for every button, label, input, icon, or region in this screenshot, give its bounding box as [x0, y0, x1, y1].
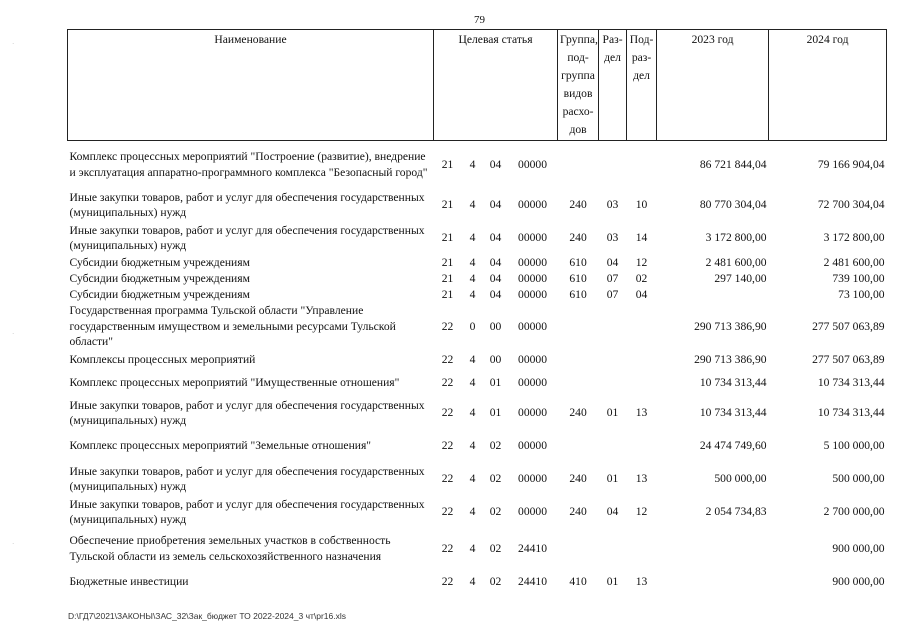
table-row: [68, 303, 887, 351]
row-name: Комплекс процессных мероприятий "Имущественные отношения": [69, 375, 400, 389]
amount-2024: 277 507 063,89: [812, 319, 885, 333]
target-code-type: 4: [469, 352, 476, 366]
header-2023: 2023 год: [657, 30, 769, 141]
section-code: 03: [606, 198, 619, 212]
target-code-direction: 00000: [518, 158, 548, 171]
target-code-program: 21: [441, 271, 454, 285]
amount-2024: 2 481 600,00: [823, 255, 885, 269]
amount-2024: 73 100,00: [838, 287, 885, 301]
subsection-code: [627, 369, 657, 397]
amount-2023: 2 481 600,00: [705, 255, 767, 269]
section-code: [599, 529, 627, 569]
amount-2023: 10 734 313,44: [699, 406, 767, 420]
row-name: Иные закупки товаров, работ и услуг для обеспечения государственных (муниципальных) нужд: [69, 464, 425, 493]
expense-group: [558, 303, 599, 351]
subsection-code: 13: [635, 472, 648, 486]
expense-group: [558, 141, 599, 189]
row-name: Иные закупки товаров, работ и услуг для обеспечения государственных (муниципальных) нужд: [69, 223, 425, 252]
target-code-type: 4: [469, 198, 476, 212]
subsection-code: 10: [635, 198, 648, 212]
target-code-type: 4: [469, 231, 476, 245]
section-code: 01: [606, 406, 619, 420]
section-code: [599, 351, 627, 369]
amount-2023: 3 172 800,00: [705, 231, 767, 245]
target-code-complex: 04: [489, 287, 502, 301]
row-name: Субсидии бюджетным учреждениям: [69, 271, 250, 285]
table-header-row: [68, 30, 887, 141]
target-code-type: 0: [469, 319, 476, 333]
target-code-program: 22: [441, 505, 454, 519]
target-code-direction: 00000: [518, 231, 548, 245]
target-code-program: 21: [441, 287, 454, 301]
target-code-direction: 00000: [518, 198, 548, 212]
table-row: [68, 430, 887, 463]
target-code-complex: 04: [489, 231, 502, 245]
target-code-type: 4: [469, 541, 476, 555]
table-body: [68, 141, 887, 595]
amount-2023: [657, 287, 769, 303]
section-code: [599, 303, 627, 351]
amount-2024: 72 700 304,04: [817, 198, 885, 212]
row-name: Субсидии бюджетным учреждениям: [69, 255, 250, 269]
expense-group: [558, 529, 599, 569]
amount-2024: 79 166 904,04: [817, 158, 885, 171]
target-code-type: 4: [469, 287, 476, 301]
target-code-direction: 00000: [518, 255, 548, 269]
expense-group: 610: [569, 287, 587, 301]
target-code-complex: 00: [489, 319, 502, 333]
target-code-complex: 04: [489, 158, 502, 171]
subsection-code: [627, 529, 657, 569]
table-row: [68, 255, 887, 271]
amount-2024: 2 700 000,00: [823, 505, 885, 519]
target-code-program: 21: [441, 158, 454, 171]
expense-group: [558, 351, 599, 369]
target-code-program: 22: [441, 541, 454, 555]
target-code-direction: 00000: [518, 375, 548, 389]
subsection-code: 13: [635, 574, 648, 588]
scan-mark: ·: [12, 40, 15, 48]
target-code-program: 22: [441, 352, 454, 366]
section-code: 07: [606, 271, 619, 285]
target-code-complex: 02: [489, 505, 502, 519]
table-row: [68, 222, 887, 255]
section-code: 04: [606, 255, 619, 269]
table-row: [68, 369, 887, 397]
subsection-code: 12: [635, 505, 648, 519]
target-code-program: 21: [441, 255, 454, 269]
target-code-direction: 00000: [518, 505, 548, 519]
target-code-complex: 02: [489, 472, 502, 486]
target-code-direction: 00000: [518, 287, 548, 301]
amount-2023: 290 713 386,90: [694, 319, 767, 333]
target-code-type: 4: [469, 158, 476, 171]
target-code-complex: 01: [489, 406, 502, 420]
target-code-complex: 04: [489, 255, 502, 269]
section-code: [599, 141, 627, 189]
table-row: [68, 189, 887, 222]
amount-2023: 297 140,00: [714, 271, 767, 285]
subsection-code: 02: [635, 271, 648, 285]
target-code-program: 22: [441, 319, 454, 333]
row-name: Обеспечение приобретения земельных участков в собственность Тульской области из земель сельскохозяйственного назначения: [69, 534, 391, 563]
amount-2024: 900 000,00: [832, 574, 885, 588]
header-target: Целевая статья: [434, 30, 558, 141]
amount-2024: 900 000,00: [832, 541, 885, 555]
row-name: Комплекс процессных мероприятий "Земельные отношения": [69, 439, 372, 453]
expense-group: 610: [569, 271, 587, 285]
expense-group: 410: [569, 574, 587, 588]
amount-2024: 277 507 063,89: [812, 352, 885, 366]
amount-2024: 739 100,00: [832, 271, 885, 285]
target-code-program: 21: [441, 198, 454, 212]
row-name: Комплексы процессных мероприятий: [69, 352, 256, 366]
target-code-direction: 24410: [518, 541, 548, 555]
section-code: 03: [606, 231, 619, 245]
expense-group: 240: [569, 406, 587, 420]
table-row: [68, 141, 887, 189]
target-code-complex: 01: [489, 375, 502, 389]
subsection-code: 14: [635, 231, 648, 245]
header-group: Группа, под-группа видов расхо-дов: [558, 30, 599, 141]
target-code-direction: 24410: [518, 574, 548, 588]
target-code-complex: 04: [489, 271, 502, 285]
expense-group: 240: [569, 231, 587, 245]
target-code-type: 4: [469, 472, 476, 486]
row-name: Иные закупки товаров, работ и услуг для обеспечения государственных (муниципальных) нужд: [69, 497, 425, 526]
target-code-program: 22: [441, 472, 454, 486]
target-code-type: 4: [469, 505, 476, 519]
target-code-program: 21: [441, 231, 454, 245]
table-row: [68, 496, 887, 529]
row-name: Иные закупки товаров, работ и услуг для обеспечения государственных (муниципальных) нужд: [69, 398, 425, 427]
section-code: [599, 369, 627, 397]
target-code-direction: 00000: [518, 472, 548, 486]
subsection-code: 12: [635, 255, 648, 269]
amount-2024: 5 100 000,00: [823, 439, 885, 453]
amount-2023: 10 734 313,44: [699, 375, 767, 389]
target-code-program: 22: [441, 574, 454, 588]
target-code-direction: 00000: [518, 352, 548, 366]
target-code-type: 4: [469, 406, 476, 420]
target-code-type: 4: [469, 375, 476, 389]
section-code: 01: [606, 574, 619, 588]
amount-2023: 24 474 749,60: [699, 439, 767, 453]
budget-table: [67, 29, 887, 595]
target-code-type: 4: [469, 271, 476, 285]
subsection-code: [627, 141, 657, 189]
table-row: [68, 569, 887, 595]
expense-group: 240: [569, 472, 587, 486]
target-code-complex: 04: [489, 198, 502, 212]
table-row: [68, 463, 887, 496]
amount-2024: 500 000,00: [832, 472, 885, 486]
row-name: Бюджетные инвестиции: [69, 574, 189, 588]
target-code-complex: 00: [489, 352, 502, 366]
row-name: Иные закупки товаров, работ и услуг для обеспечения государственных (муниципальных) нужд: [69, 190, 425, 219]
expense-group: 240: [569, 505, 587, 519]
target-code-type: 4: [469, 574, 476, 588]
amount-2024: 10 734 313,44: [817, 406, 885, 420]
target-code-direction: 00000: [518, 271, 548, 285]
table-row: [68, 529, 887, 569]
table-row: [68, 397, 887, 430]
target-code-program: 22: [441, 406, 454, 420]
subsection-code: [627, 351, 657, 369]
header-2024: 2024 год: [769, 30, 887, 141]
target-code-complex: 02: [489, 439, 502, 453]
target-code-program: 22: [441, 375, 454, 389]
header-subsection: Под-раз-дел: [627, 30, 657, 141]
scan-mark: ·: [12, 330, 15, 338]
expense-group: [558, 369, 599, 397]
target-code-type: 4: [469, 439, 476, 453]
amount-2024: 3 172 800,00: [823, 231, 885, 245]
file-path-footer: D:\ГД7\2021\ЗАКОНЫ\ЗАС_32\Зак_бюджет ТО 2022-2024_3 чт\pr16.xls: [68, 611, 347, 621]
amount-2023: 80 770 304,04: [699, 198, 767, 212]
section-code: 01: [606, 472, 619, 486]
amount-2023: 500 000,00: [714, 472, 767, 486]
target-code-complex: 02: [489, 574, 502, 588]
subsection-code: 13: [635, 406, 648, 420]
row-name: Субсидии бюджетным учреждениям: [69, 287, 250, 301]
expense-group: 240: [569, 198, 587, 212]
expense-group: [558, 430, 599, 463]
amount-2024: 10 734 313,44: [817, 375, 885, 389]
target-code-complex: 02: [489, 541, 502, 555]
row-name: Государственная программа Тульской области "Управление государственным имуществом и земельными ресурсами Тульской области": [69, 304, 396, 349]
table-row: [68, 351, 887, 369]
amount-2023: 290 713 386,90: [694, 352, 767, 366]
expense-group: 610: [569, 255, 587, 269]
target-code-type: 4: [469, 255, 476, 269]
table-row: [68, 271, 887, 287]
target-code-program: 22: [441, 439, 454, 453]
section-code: 04: [606, 505, 619, 519]
target-code-direction: 00000: [518, 319, 548, 333]
target-code-direction: 00000: [518, 439, 548, 453]
section-code: 07: [606, 287, 619, 301]
amount-2023: [657, 529, 769, 569]
subsection-code: [627, 303, 657, 351]
page-number: 79: [474, 14, 485, 26]
amount-2023: 2 054 734,83: [705, 505, 767, 519]
scan-mark: ·: [12, 540, 15, 548]
section-code: [599, 430, 627, 463]
header-section: Раз-дел: [599, 30, 627, 141]
target-code-direction: 00000: [518, 406, 548, 420]
table-row: [68, 287, 887, 303]
amount-2023: 86 721 844,04: [699, 158, 767, 171]
row-name: Комплекс процессных мероприятий "Построение (развитие), внедрение и эксплуатация аппаратно-программного комплекса "Безопасный город": [69, 150, 428, 179]
subsection-code: 04: [635, 287, 648, 301]
amount-2023: [657, 569, 769, 595]
header-name: Наименование: [68, 30, 434, 141]
subsection-code: [627, 430, 657, 463]
